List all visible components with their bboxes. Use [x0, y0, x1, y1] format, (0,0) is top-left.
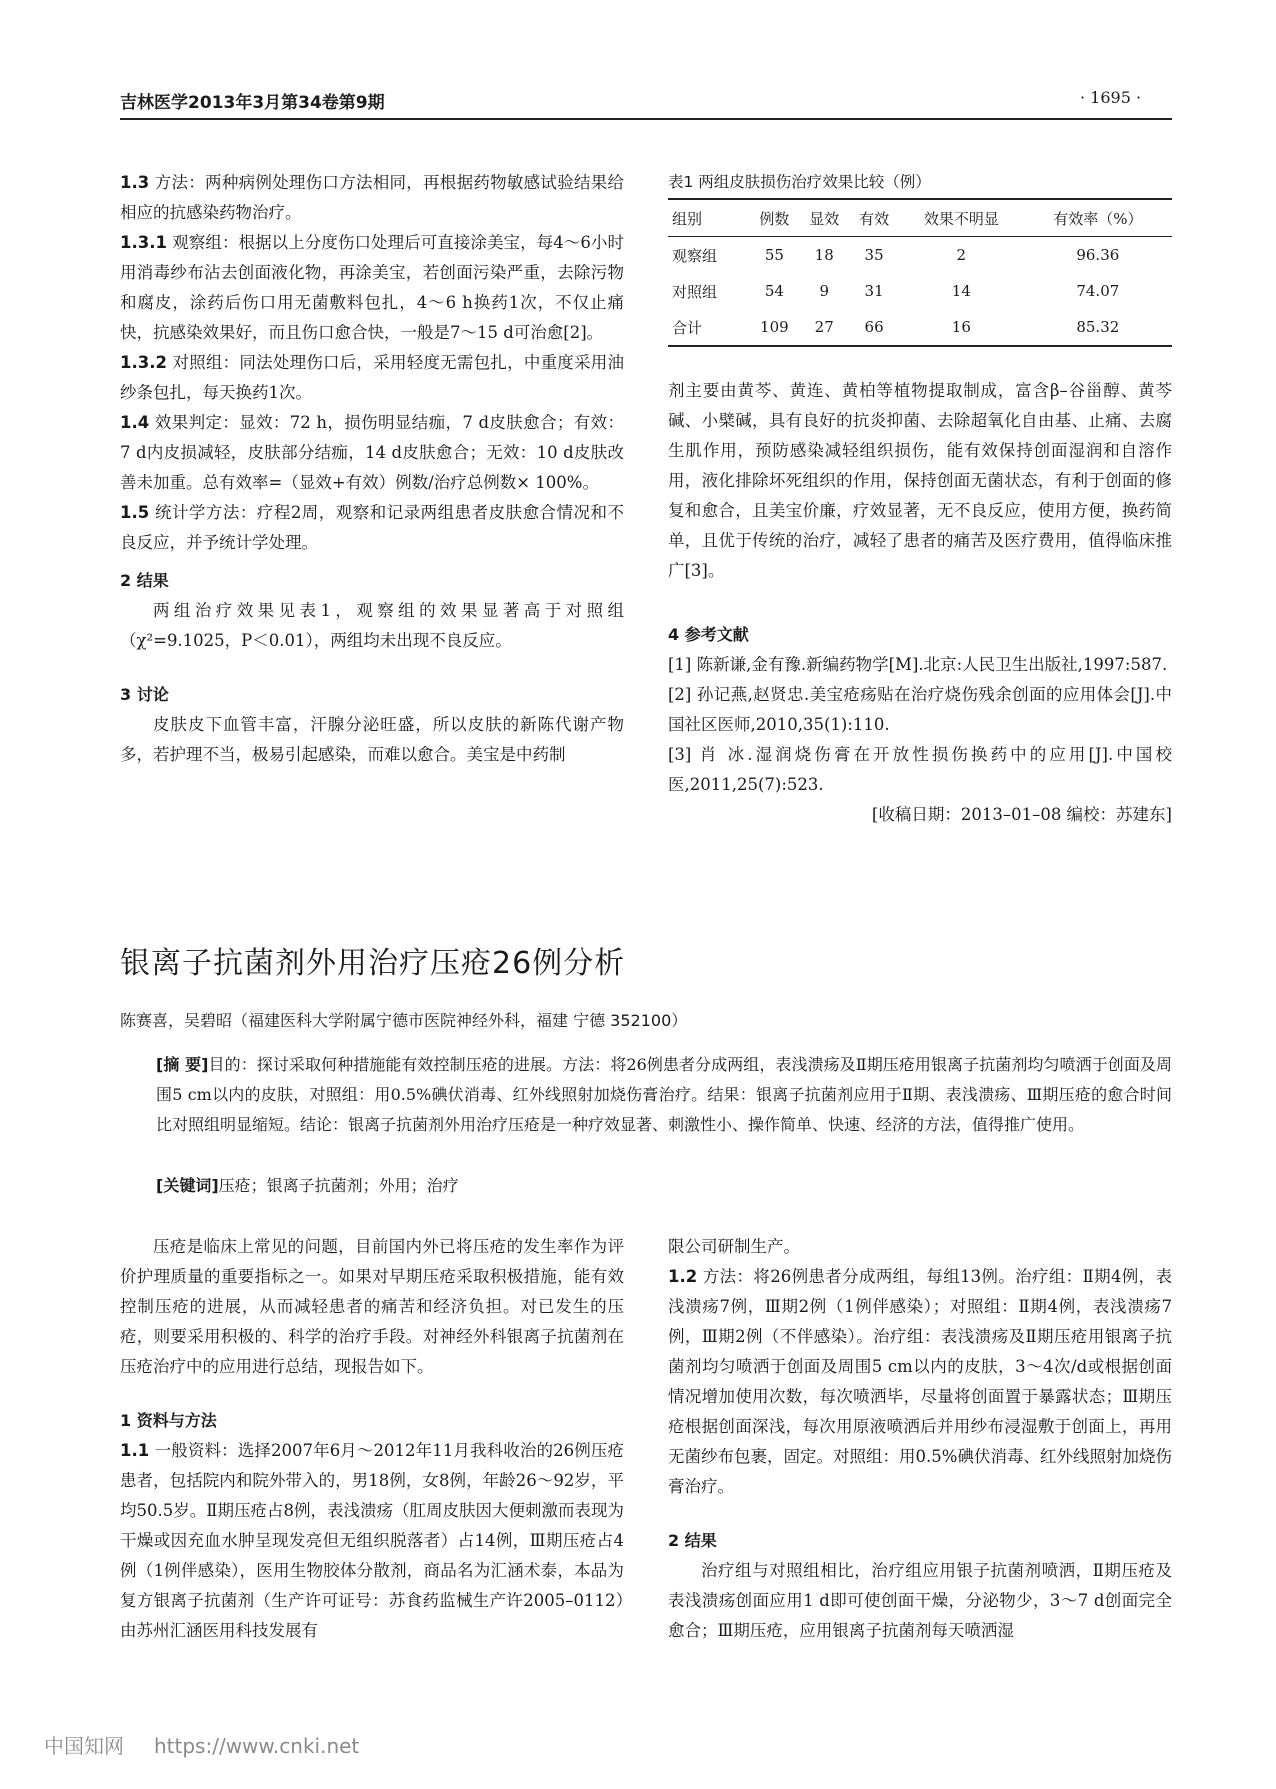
- table-cell: 109: [760, 318, 789, 336]
- paragraph-text: 方法：两种病例处理伤口方法相同，再根据药物敏感试验结果给相应的抗感染药物治疗。: [120, 173, 624, 222]
- paragraph: [120, 228, 624, 348]
- table-cell: 85.32: [1076, 318, 1120, 336]
- section-number: 1.5: [120, 503, 150, 522]
- paragraph: 皮肤皮下血管丰富，汗腺分泌旺盛，所以皮肤的新陈代谢产物多，若护理不当，极易引起感染，而难以愈合。美宝是中药制: [120, 715, 624, 764]
- paragraph-text: 效果判定：显效：72 h，损伤明显结痂，7 d皮肤愈合；有效：7 d内皮损减轻，皮肤部分结痂，14 d皮肤愈合；无效：10 d皮肤改善未加重。总有效率=（显效+有效）例数/治疗总例数× 100%。: [120, 413, 624, 492]
- section-number: 1.3: [120, 173, 150, 192]
- keywords-text: 压疮；银离子抗菌剂；外用；治疗: [218, 1176, 459, 1195]
- keywords: [156, 1173, 459, 1196]
- abstract-text: 目的：探讨采取何种措施能有效控制压疮的进展。方法：将26例患者分成两组，表浅溃疡及Ⅱ期压疮用银离子抗菌剂均匀喷洒于创面及周围5 cm以内的皮肤，对照组：用0.5%碘伏消毒、红外线照射加烧伤膏治疗。结果：银离子抗菌剂应用于Ⅱ期、表浅溃疡、Ⅲ期压疮的愈合时间比对照组明显缩短。结论：银离子抗菌剂外用治疗压疮是一种疗效显著、刺激性小、操作简单、快速、经济的方法，值得推广使用。: [156, 1055, 1172, 1134]
- article-authors: 陈赛喜，吴碧昭（福建医科大学附属宁德市医院神经外科，福建 宁德 352100）: [120, 1011, 688, 1030]
- table-cell: 合计: [672, 318, 703, 337]
- table-row: [668, 237, 1172, 274]
- table-cell: 55: [764, 246, 784, 264]
- section-number: 1.3.2: [120, 353, 167, 372]
- table-cell: 18: [814, 246, 834, 264]
- table-cell: 9: [819, 282, 829, 300]
- reference-item: [3] 肖 冰.湿润烧伤膏在开放性损伤换药中的应用[J].中国校医,2011,25(7):523.: [668, 745, 1172, 794]
- table-cell: 54: [764, 282, 784, 300]
- table-header-cell: 显效: [809, 209, 840, 228]
- paragraph: [120, 408, 624, 498]
- prev-article-left-column: [120, 168, 624, 770]
- keywords-label: [关键词]: [156, 1176, 219, 1195]
- table-header-cell: 有效: [859, 209, 890, 228]
- abstract-label: [摘 要]: [156, 1055, 209, 1074]
- spacer: [120, 656, 624, 672]
- section-number: 1.4: [120, 413, 150, 432]
- paragraph-text: 观察组：根据以上分度伤口处理后可直接涂美宝，每4～6小时用消毒纱布沾去创面液化物，再涂美宝，若创面污染严重，去除污物和腐皮，涂药后伤口用无菌敷料包扎，4～6 h换药1次，不仅止痛快，抗感染效果好，而且伤口愈合快，一般是7～15 d可治愈[2]。: [120, 233, 624, 342]
- paragraph: [120, 348, 624, 408]
- header-rule: [120, 118, 1172, 120]
- table-cell: 14: [951, 282, 971, 300]
- discussion-continued: 剂主要由黄芩、黄连、黄柏等植物提取制成，富含β–谷甾醇、黄芩碱、小檗碱，具有良好的抗炎抑菌、去除超氧化自由基、止痛、去腐生肌作用，预防感染减轻组织损伤，能有效保持创面湿润和自溶作用，液化排除坏死组织的作用，保持创面无菌状态，有利于创面的修复和愈合，且美宝价廉，疗效显著，无不良反应，使用方便，换药简单，且优于传统的治疗，减轻了患者的痛苦及医疗费用，值得临床推广[3]。: [668, 381, 1172, 580]
- article-title: 银离子抗菌剂外用治疗压疮26例分析: [120, 946, 626, 981]
- table-row: [668, 309, 1172, 346]
- section-heading: 3 讨论: [120, 685, 169, 704]
- paragraph: [120, 168, 624, 228]
- cnki-logo: 中国知网: [44, 1734, 124, 1758]
- table-cell: 对照组: [672, 282, 718, 301]
- table-header-cell: 效果不明显: [923, 209, 999, 228]
- reference-item: [1] 陈新谦,金有豫.新编药物学[M].北京:人民卫生出版社,1997:587.: [668, 655, 1168, 674]
- table-header-cell: 组别: [672, 209, 703, 228]
- paragraph: [668, 1262, 1172, 1502]
- paragraph: 限公司研制生产。: [668, 1237, 800, 1256]
- journal-header: 吉林医学2013年3月第34卷第9期: [120, 93, 385, 113]
- section-heading: 2 结果: [668, 1531, 717, 1550]
- paragraph-text: 统计学方法：疗程2周，观察和记录两组患者皮肤愈合情况和不良反应，并予统计学处理。: [120, 503, 624, 552]
- table-cell: 2: [956, 246, 967, 264]
- table-cell: 16: [951, 318, 971, 336]
- table-header-cell: 有效率（%）: [1053, 209, 1143, 228]
- section-number: 1.2: [668, 1267, 698, 1286]
- paragraph-text: 一般资料：选择2007年6月～2012年11月我科收治的26例压疮患者，包括院内和院外带入的，男18例，女8例，年龄26～92岁，平均50.5岁。Ⅱ期压疮占8例，表浅溃疡（肛周皮肤因大便刺激而表现为干燥或因充血水肿呈现发亮但无组织脱落者）占14例，Ⅲ期压疮占4例（1例伴感染），医用生物胶体分散剂，商品名为汇涵术泰，本品为复方银离子抗菌剂（生产许可证号：苏食药监械生产许2005–0112）由苏州汇涵医用科技发展有: [120, 1441, 624, 1640]
- cnki-url: https://www.cnki.net: [154, 1734, 360, 1758]
- paragraph-text: 对照组：同法处理伤口后，采用轻度无需包扎，中重度采用油纱条包扎，每天换药1次。: [120, 353, 624, 402]
- prev-article-right-column: [668, 376, 1172, 830]
- table-header-row: [668, 199, 1172, 237]
- table-cell: 27: [814, 318, 834, 336]
- results-table: [668, 198, 1172, 347]
- references-list: [668, 650, 1172, 800]
- spacer: [668, 1502, 1172, 1518]
- section-number: 1.3.1: [120, 233, 167, 252]
- abstract: [156, 1050, 1172, 1140]
- paragraph-text: 方法：将26例患者分成两组，每组13例。治疗组：Ⅱ期4例，表浅溃疡7例，Ⅲ期2例（1例伴感染）；对照组：Ⅱ期4例，表浅溃疡7例，Ⅲ期2例（不伴感染）。治疗组：表浅溃疡及Ⅱ期压疮用银离子抗菌剂均匀喷洒于创面及周围5 cm以内的皮肤，3～4次/d或根据创面情况增加使用次数，每次喷洒毕，尽量将创面置于暴露状态；Ⅲ期压疮根据创面深浅，每次用原液喷洒后并用纱布浸湿敷于创面上，再用无菌纱布包裹，固定。对照组：用0.5%碘伏消毒、红外线照射加烧伤膏治疗。: [668, 1267, 1172, 1496]
- table-cell: 66: [864, 318, 884, 336]
- table-cell: 35: [864, 246, 884, 264]
- paragraph: [120, 1436, 624, 1646]
- footer-watermark: [44, 1730, 359, 1759]
- paragraph: 压疮是临床上常见的问题，目前国内外已将压疮的发生率作为评价护理质量的重要指标之一。如果对早期压疮采取积极措施，能有效控制压疮的进展，从而减轻患者的痛苦和经济负担。对已发生的压疮，则要采用积极的、科学的治疗手段。对神经外科银离子抗菌剂在压疮治疗中的应用进行总结，现报告如下。: [120, 1237, 624, 1376]
- paragraph: 两组治疗效果见表1，观察组的效果显著高于对照组（χ²=9.1025，P＜0.01），两组均未出现不良反应。: [120, 601, 624, 650]
- section-number: 1.1: [120, 1441, 150, 1460]
- table-caption: 表1 两组皮肤损伤治疗效果比较（例）: [668, 173, 931, 191]
- article-left-column: [120, 1232, 624, 1646]
- table-cell: 96.36: [1076, 246, 1120, 264]
- table-row: [668, 273, 1172, 309]
- paragraph: [120, 498, 624, 558]
- article-right-column: [668, 1232, 1172, 1646]
- table-cell: 74.07: [1076, 282, 1120, 300]
- table-header-cell: 例数: [759, 209, 790, 228]
- references-heading: 4 参考文献: [668, 625, 749, 644]
- received-date: [收稿日期：2013–01–08 编校：苏建东]: [871, 805, 1172, 824]
- table-cell: 31: [864, 282, 884, 300]
- section-heading: 1 资料与方法: [120, 1411, 217, 1430]
- table-cell: 观察组: [672, 246, 718, 265]
- paragraph: 治疗组与对照组相比，治疗组应用银子抗菌剂喷洒，Ⅱ期压疮及表浅溃疡创面应用1 d即可使创面干燥，分泌物少，3～7 d创面完全愈合；Ⅲ期压疮，应用银离子抗菌剂每天喷洒湿: [668, 1561, 1172, 1640]
- page-number: · 1695 ·: [1080, 88, 1142, 107]
- spacer: [120, 1382, 624, 1398]
- section-heading: 2 结果: [120, 571, 169, 590]
- reference-item: [2] 孙记燕,赵贤忠.美宝疮疡贴在治疗烧伤残余创面的应用体会[J].中国社区医师,2010,35(1):110.: [668, 685, 1172, 734]
